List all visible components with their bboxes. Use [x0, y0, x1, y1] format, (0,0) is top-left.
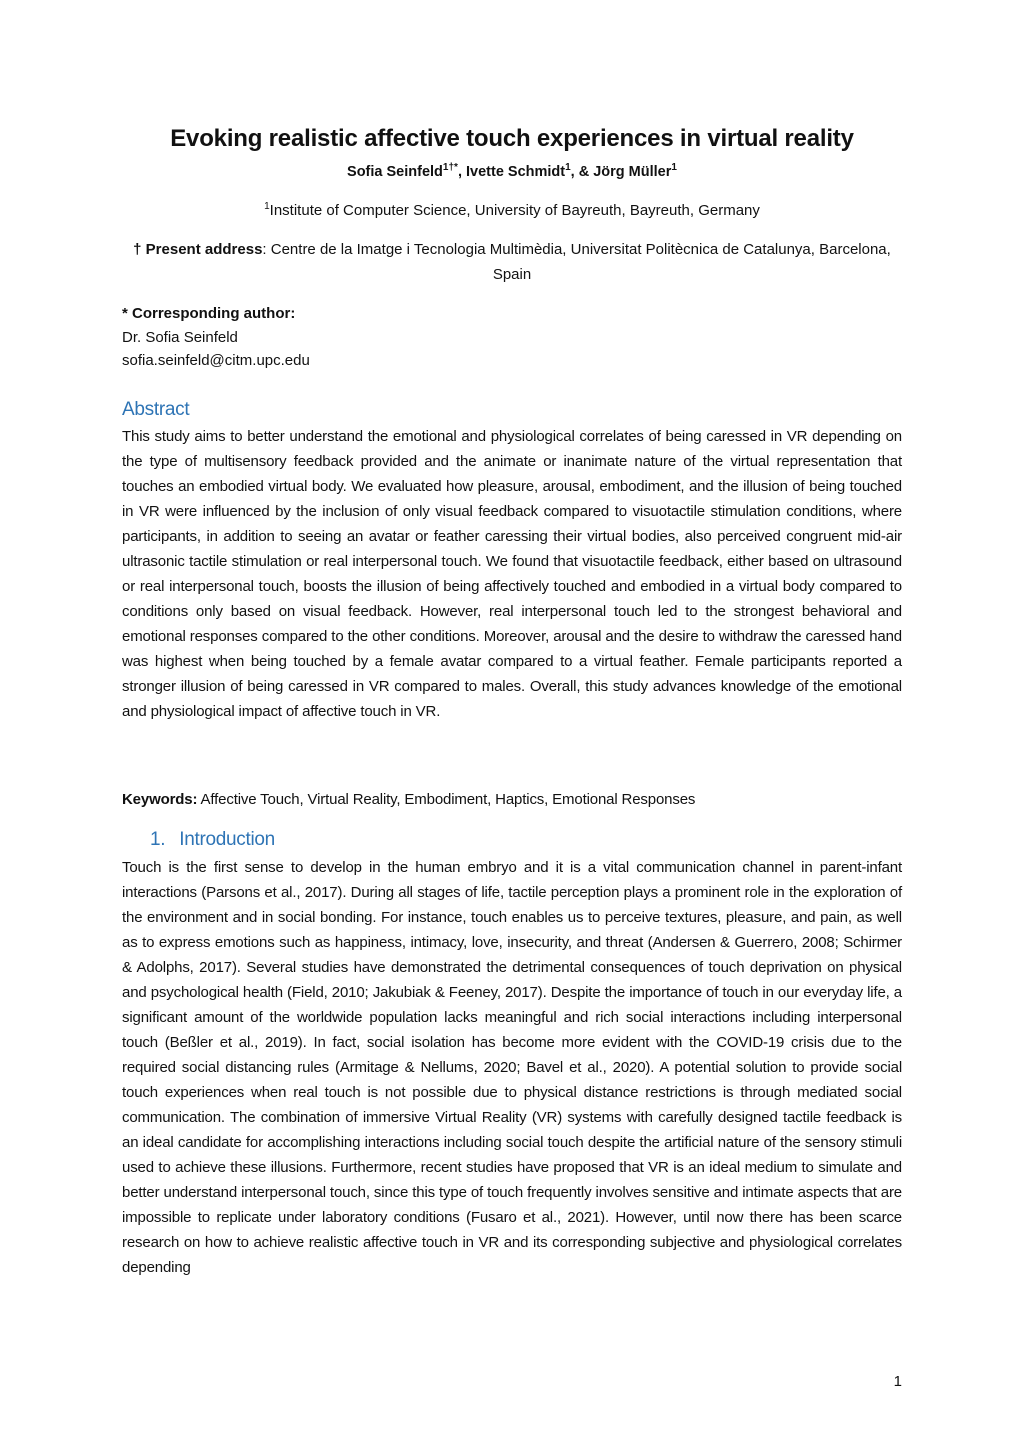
present-address-label: † Present address [133, 241, 263, 258]
abstract-heading: Abstract [122, 399, 190, 420]
author-superscript: 1 [565, 162, 571, 174]
author-separator: , [457, 164, 466, 180]
author-name: Ivette Schmidt [466, 164, 566, 180]
author-superscript: 1†* [442, 162, 458, 174]
corresponding-author [122, 302, 822, 373]
author-name: Jörg Müller [593, 164, 672, 180]
corresponding-author-email: sofia.seinfeld@citm.upc.edu [122, 352, 310, 369]
keywords [122, 787, 902, 812]
keywords-text: Affective Touch, Virtual Reality, Embodiment, Haptics, Emotional Responses [197, 791, 696, 808]
keywords-label: Keywords: [122, 791, 198, 808]
author-list [0, 160, 1024, 184]
introduction-body: Touch is the first sense to develop in the human embryo and it is a vital communication channel in parent-infant interactions (Parsons et al., 2017). During all stages of life, tactile perception plays a prominent role in the exploration of the environment and in social bonding. For instance, touch enables us to perceive textures, pleasure, and pain, as well as to express emotions such as happiness, intimacy, love, insecurity, and threat (Andersen & Guerrero, 2008; Schirmer & Adolphs, 2017). Several studies have demonstrated the detrimental consequences of touch deprivation on physical and psychological health (Field, 2010; Jakubiak & Feeney, 2017). Despite the importance of touch in our everyday life, a significant amount of the worldwide population lacks meaningful and rich social interactions including interpersonal touch (Beßler et al., 2019). In fact, social isolation has become more evident with the COVID-19 crisis due to the required social distancing rules (Armitage & Nellums, 2020; Bavel et al., 2020). A potential solution to provide social touch experiences when real touch is not possible due to physical distance restrictions is through mediated social communication. The combination of immersive Virtual Reality (VR) systems with carefully designed tactile feedback is an ideal candidate for accomplishing interactions including social touch despite the artificial nature of the sensory stimuli used to achieve these illusions. Furthermore, recent studies have proposed that VR is an ideal medium to simulate and better understand interpersonal touch, since this type of touch frequently involves sensitive and intimate aspects that are impossible to replicate under laboratory conditions (Fusaro et al., 2021). However, until now there has been scarce research on how to achieve realistic affective touch in VR and its corresponding subjective and physiological correlates depending [122, 859, 902, 1276]
affiliation-superscript: 1 [264, 201, 270, 212]
present-address [120, 237, 904, 287]
introduction-heading [150, 827, 275, 853]
section-number: 1. [150, 829, 166, 850]
affiliation [0, 198, 1024, 224]
author-name: Sofia Seinfeld [347, 164, 443, 180]
corresponding-author-name: Dr. Sofia Seinfeld [122, 328, 238, 346]
present-address-text: : Centre de la Imatge i Tecnologia Multimèdia, Universitat Politècnica de Catalunya, Barcelona, Spain [262, 241, 891, 283]
author-separator: , & [570, 164, 594, 180]
affiliation-text: Institute of Computer Science, University of Bayreuth, Bayreuth, Germany [269, 202, 760, 219]
page-number: 1 [893, 1373, 902, 1390]
abstract-body: This study aims to better understand the emotional and physiological correlates of being caressed in VR depending on the type of multisensory feedback provided and the animate or inanimate nature of the virtual representation that touches an embodied virtual body. We evaluated how pleasure, arousal, embodiment, and the illusion of being touched in VR were influenced by the inclusion of only visual feedback compared to visuotactile stimulation conditions, where participants, in addition to seeing an avatar or feather caressing their virtual bodies, also perceived congruent mid-air ultrasonic tactile stimulation or real interpersonal touch. We found that visuotactile feedback, either based on ultrasound or real interpersonal touch, boosts the illusion of being affectively touched and embodied in a virtual body compared to conditions only based on visual feedback. However, real interpersonal touch led to the strongest behavioral and emotional responses compared to the other conditions. Moreover, arousal and the desire to withdraw the caressed hand was highest when being touched by a female avatar compared to a virtual feather. Female participants reported a stronger illusion of being caressed in VR compared to males. Overall, this study advances knowledge of the emotional and physiological impact of affective touch in VR. [122, 428, 902, 720]
section-title: Introduction [179, 829, 275, 850]
paper-title: Evoking realistic affective touch experiences in virtual reality [170, 125, 854, 152]
author-superscript: 1 [671, 162, 677, 174]
corresponding-author-label: * Corresponding author: [122, 305, 296, 322]
